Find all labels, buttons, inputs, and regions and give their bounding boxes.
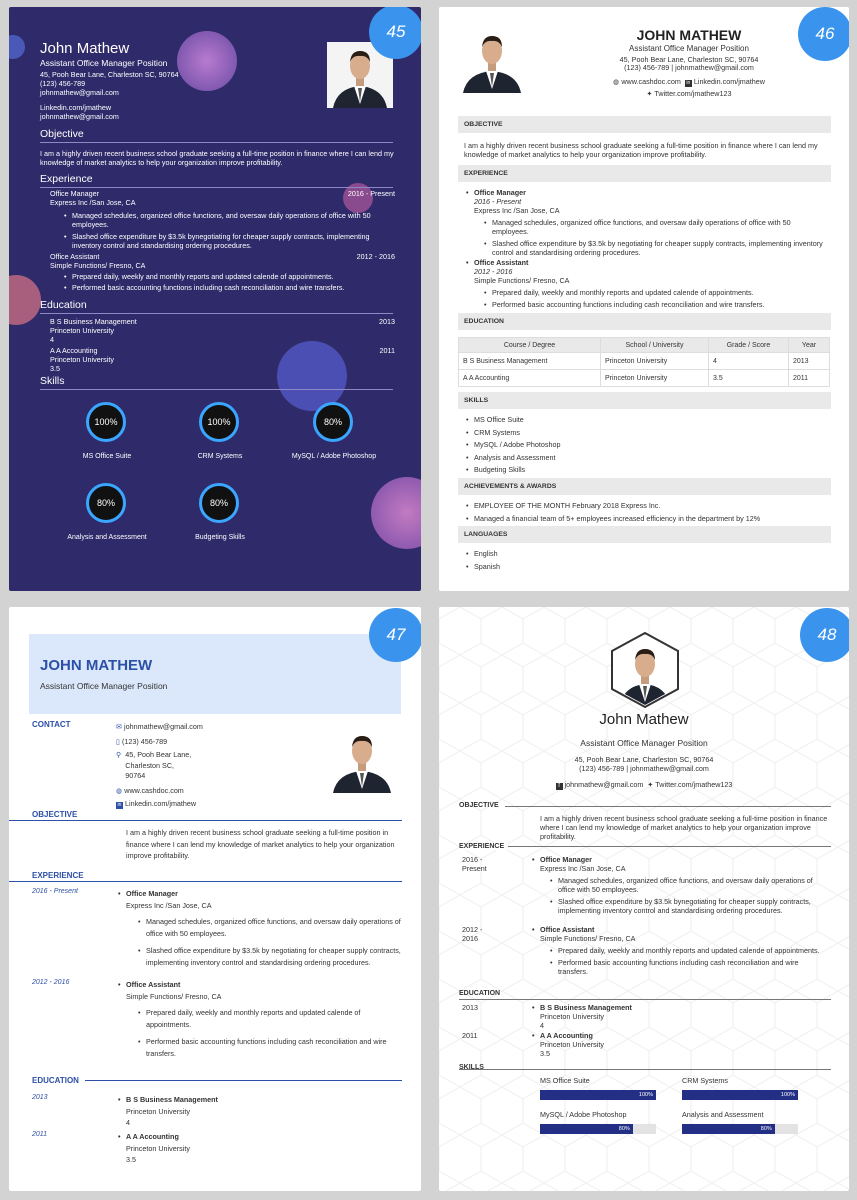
- name-heading: John Mathew: [599, 711, 689, 728]
- profile-photo: [611, 632, 679, 708]
- job-1-title: • Office Manager: [530, 855, 830, 864]
- contact-phone-row: [116, 737, 316, 748]
- edu-1-gpa: 4: [50, 335, 54, 344]
- year-start: 2016 -: [462, 855, 483, 864]
- name-heading: JOHN MATHEW: [636, 27, 742, 43]
- table-cell: 2013: [789, 353, 830, 370]
- decor-bubble: [9, 35, 25, 59]
- skill-bar: [540, 1124, 656, 1134]
- facebook-link[interactable]: johnmathew@gmail.com: [564, 780, 644, 789]
- job-1-years: 2016 - Present: [474, 197, 522, 206]
- language-item: • Spanish: [464, 561, 500, 574]
- resume-template-48[interactable]: [439, 607, 849, 1191]
- awards-heading: ACHIEVEMENTS & AWARDS: [458, 478, 831, 495]
- contact-web-row: [116, 786, 316, 797]
- skill-ring: 80%: [86, 483, 126, 523]
- job-2: [116, 979, 401, 1059]
- job-1-years: 2016 - Present: [347, 189, 395, 198]
- job-2: [464, 258, 829, 309]
- edu-1-gpa: 4: [540, 1021, 544, 1030]
- address: 45, Pooh Bear Lane, Charleston SC, 90764: [574, 755, 714, 764]
- job-2: [530, 925, 830, 976]
- skill-bar-fill: 100%: [540, 1090, 656, 1100]
- template-number-badge: 46: [798, 7, 849, 61]
- edu-2-degree: • A A Accounting: [116, 1131, 190, 1143]
- phone: (123) 456-789: [121, 736, 168, 746]
- skill-label: MySQL / Adobe Photoshop: [540, 1110, 627, 1119]
- table-cell: Princeton University: [601, 370, 709, 387]
- job-1: [40, 189, 395, 250]
- resume-template-46[interactable]: [439, 7, 849, 591]
- bullet: • Performed basic accounting functions including cash reconciliation and wire transfers.: [136, 1036, 401, 1059]
- linkedin-link[interactable]: Linkedin.com/jmathew: [125, 799, 197, 808]
- linkedin-icon: in: [686, 80, 691, 86]
- section-divider: [459, 1069, 831, 1070]
- table-cell: Princeton University: [601, 353, 709, 370]
- skill-bar-fill: 100%: [682, 1090, 798, 1100]
- position-title: Assistant Office Manager Position: [629, 44, 749, 53]
- job-1-years: [462, 855, 487, 873]
- edu-2: [40, 346, 395, 373]
- table-cell: 4: [709, 353, 789, 370]
- job-1-years: 2016 - Present: [32, 888, 78, 895]
- decor-bubble: [9, 275, 41, 325]
- skill-ring: 80%: [199, 483, 239, 523]
- objective-text: I am a highly driven recent business school graduate seeking a full-time position in finance where I can lend my knowledge of market analytics to help your organization improve profitability.: [464, 141, 818, 159]
- header-banner: [29, 634, 401, 714]
- website-link[interactable]: www.cashdoc.com: [124, 785, 184, 795]
- objective-text: I am a highly driven recent business school graduate seeking a full-time position in finance where I can lend my knowledge of market analytics to help your organization improve profitability.: [126, 828, 395, 860]
- job-1-bullets: [40, 211, 395, 250]
- job-2: [40, 252, 395, 292]
- globe-icon: ◍: [116, 785, 123, 795]
- bullet: • Slashed office expenditure by $3.5k by negotiating for cheaper supply contracts, implementing inventory control and standardising ordering procedures.: [136, 945, 401, 968]
- decor-bubble: [371, 477, 421, 549]
- edu-2-gpa: 3.5: [126, 1155, 136, 1164]
- skill-bar: [682, 1124, 798, 1134]
- skill-label: Analysis and Assessment: [67, 534, 147, 541]
- template-number-badge: 47: [369, 608, 421, 662]
- edu-1: [530, 1003, 632, 1030]
- resume-template-47[interactable]: [9, 607, 421, 1191]
- bullet: • Slashed office expenditure by $3.5k bynegotiating for cheaper supply contracts, implementing inventory control and standardising ordering procedures.: [62, 232, 395, 250]
- decor-bubble: [177, 31, 237, 91]
- address-line: 90764: [125, 771, 146, 780]
- column-header: School / University: [601, 338, 709, 353]
- edu-2-school: Princeton University: [50, 355, 114, 364]
- job-1-title: • Office Manager: [116, 888, 401, 900]
- edu-1-year: 2013: [462, 1003, 478, 1012]
- contact: (123) 456-789 | johnmathew@gmail.com: [624, 63, 754, 72]
- contact-block: [116, 722, 316, 810]
- job-1-company: Express Inc /San Jose, CA: [540, 864, 626, 873]
- section-divider: [459, 999, 831, 1000]
- skill-item: • MySQL / Adobe Photoshop: [464, 439, 560, 452]
- year-end: Present: [462, 864, 487, 873]
- job-2-bullets: [530, 946, 830, 976]
- edu-2-degree: • A A Accounting: [530, 1031, 604, 1040]
- skill-item: • Budgeting Skills: [464, 464, 560, 477]
- languages-list: [464, 548, 500, 573]
- job-2-years: [462, 925, 482, 943]
- bullet: • Prepared daily, weekly and monthly reports and updated calende of appointments.: [62, 272, 395, 281]
- edu-1-gpa: 4: [126, 1118, 130, 1127]
- education-heading: EDUCATION: [32, 1076, 79, 1085]
- address: 45, Pooh Bear Lane, Charleston SC, 90764: [40, 70, 179, 79]
- skill-item: • CRM Systems: [464, 427, 560, 440]
- skill-label: CRM Systems: [197, 453, 243, 460]
- position-title: Assistant Office Manager Position: [40, 58, 168, 68]
- experience-heading: EXPERIENCE: [458, 165, 831, 182]
- edu-2-year: 2011: [462, 1031, 478, 1040]
- education-heading: EDUCATION: [458, 313, 831, 330]
- location-pin-icon: ⚲: [116, 750, 122, 759]
- skills-heading: SKILLS: [458, 392, 831, 409]
- job-1-bullets: [116, 916, 401, 968]
- job-2-bullets: [464, 288, 829, 309]
- edu-1-school: Princeton University: [50, 326, 114, 335]
- skill-label: MS Office Suite: [82, 453, 132, 460]
- skills-list: [464, 414, 560, 477]
- job-2-company: Simple Functions/ Fresno, CA: [474, 276, 570, 285]
- job-2-years: 2012 - 2016: [32, 979, 70, 986]
- bullet: • Prepared daily, weekly and monthly reports and updated calende of appointments.: [482, 288, 829, 297]
- table-cell: A A Accounting: [459, 370, 601, 387]
- edu-2-school: Princeton University: [126, 1143, 190, 1153]
- template-number-badge: 48: [800, 608, 849, 662]
- job-1-bullets: [530, 876, 830, 915]
- job-2-title: • Office Assistant: [464, 258, 829, 267]
- languages-heading: LANGUAGES: [458, 526, 831, 543]
- twitter-icon: ✦: [647, 780, 654, 789]
- table-header-row: [459, 338, 830, 353]
- skill-label: MS Office Suite: [540, 1076, 590, 1085]
- objective-heading: Objective: [40, 128, 393, 143]
- table-cell: B S Business Management: [459, 353, 601, 370]
- section-divider: [85, 1080, 402, 1081]
- edu-1: [40, 317, 395, 344]
- column-header: Course / Degree: [459, 338, 601, 353]
- edu-2-gpa: 3.5: [50, 364, 60, 373]
- column-header: Grade / Score: [709, 338, 789, 353]
- section-divider: [459, 846, 831, 847]
- objective-heading: OBJECTIVE: [459, 802, 499, 809]
- table-row: [459, 353, 830, 370]
- position-title: Assistant Office Manager Position: [40, 681, 168, 691]
- job-2-title: • Office Assistant: [116, 979, 401, 991]
- bullet: • Performed basic accounting functions including cash reconciliation and wire transfers.: [62, 283, 395, 292]
- column-header: Year: [789, 338, 830, 353]
- job-2-years: 2012 - 2016: [474, 267, 513, 276]
- experience-heading: EXPERIENCE: [32, 871, 84, 880]
- bullet: • Performed basic accounting functions including cash reconciliation and wire transfers.: [548, 958, 830, 976]
- bullet: • Managed schedules, organized office functions, and oversaw daily operations of office with 50 employees.: [548, 876, 830, 894]
- job-1-bullets: [464, 218, 829, 257]
- edu-2-school: Princeton University: [540, 1040, 604, 1049]
- address: 45, Pooh Bear Lane, Charleston SC, 90764: [619, 55, 759, 64]
- skill-item: • Analysis and Assessment: [464, 452, 560, 465]
- skill-label: Analysis and Assessment: [682, 1110, 764, 1119]
- address-line: 45, Pooh Bear Lane,: [125, 750, 192, 759]
- objective-heading: OBJECTIVE: [32, 810, 78, 819]
- skill-item: • MS Office Suite: [464, 414, 560, 427]
- job-1-company: Express Inc /San Jose, CA: [126, 900, 212, 910]
- bullet: • Slashed office expenditure by $3.5k by negotiating for cheaper supply contracts, implementing inventory control and standardising ordering procedures.: [482, 239, 829, 257]
- edu-1-degree: • B S Business Management: [530, 1003, 632, 1012]
- job-1: [464, 188, 829, 257]
- twitter-link[interactable]: Twitter.com/jmathew123: [654, 89, 732, 98]
- email-secondary: johnmathew@gmail.com: [40, 112, 119, 121]
- contact-heading: CONTACT: [32, 720, 71, 729]
- edu-1-degree: B S Business Management: [50, 317, 137, 326]
- edu-2-gpa: 3.5: [540, 1049, 550, 1058]
- year-start: 2012 -: [462, 925, 483, 934]
- bullet: • Performed basic accounting functions including cash reconciliation and wire transfers.: [482, 300, 829, 309]
- objective-heading: OBJECTIVE: [458, 116, 831, 133]
- job-2-header: [40, 252, 395, 261]
- edu-2-year: 2011: [379, 346, 395, 355]
- contact-linkedin-row: [116, 799, 316, 810]
- education-heading: Education: [40, 299, 393, 314]
- section-divider: [505, 806, 831, 807]
- web-links: [529, 77, 849, 87]
- twitter-icon: ✦: [646, 89, 653, 98]
- award-item: • EMPLOYEE OF THE MONTH February 2018 Express Inc.: [464, 500, 760, 513]
- skill-bar-fill: 80%: [540, 1124, 633, 1134]
- award-item: • Managed a financial team of 5+ employees increased efficiency in the department by 12%: [464, 513, 760, 526]
- bullet: • Managed schedules, organized office functions, and oversaw daily operations of office with 50 employees.: [482, 218, 829, 236]
- section-divider: [9, 820, 402, 821]
- name-heading: JOHN MATHEW: [40, 657, 153, 674]
- experience-heading: EXPERIENCE: [459, 843, 508, 850]
- phone: (123) 456-789: [40, 79, 86, 88]
- job-2-bullets: [116, 1007, 401, 1059]
- bullet: • Managed schedules, organized office functions, and oversaw daily operations of office with 50 employees.: [136, 916, 401, 939]
- globe-icon: ◍: [613, 77, 620, 86]
- edu-1: [116, 1094, 218, 1129]
- objective-text: I am a highly driven recent business school graduate seeking a full-time position in finance where I can lend my knowledge of market analytics to help your organization improve profitability.: [40, 149, 394, 167]
- linkedin: Linkedin.com/jmathew: [40, 103, 112, 112]
- phone-icon: ▯: [116, 736, 120, 746]
- job-1: [530, 855, 830, 915]
- skill-label: CRM Systems: [682, 1076, 728, 1085]
- skill-bar: [682, 1090, 798, 1100]
- skill-label: MySQL / Adobe Photoshop: [291, 453, 377, 460]
- skill-bar: [540, 1090, 656, 1100]
- contact-address-row: [116, 750, 316, 782]
- edu-2-year: 2011: [32, 1131, 48, 1138]
- bullet: • Prepared daily, weekly and monthly reports and updated calende of appointments.: [548, 946, 830, 955]
- job-2-title: Office Assistant: [50, 252, 100, 261]
- edu-2: [530, 1031, 604, 1058]
- name-heading: John Mathew: [40, 40, 130, 57]
- job-1-company: Express Inc /San Jose, CA: [474, 206, 560, 215]
- profile-photo: [461, 29, 523, 93]
- bullet: • Slashed office expenditure by $3.5k bynegotiating for cheaper supply contracts, implementing inventory control and standardising ordering procedures.: [548, 897, 830, 915]
- skill-ring: 80%: [313, 402, 353, 442]
- twitter-link[interactable]: Twitter.com/jmathew123: [655, 780, 733, 789]
- bullet: • Managed schedules, organized office functions, and oversaw daily operations of office with 50 employees.: [62, 211, 395, 229]
- objective-text: I am a highly driven recent business school graduate seeking a full-time position in finance where I can lend my knowledge of market analytics to help your organization improve profitability.: [540, 814, 828, 841]
- experience-heading: Experience: [40, 173, 393, 188]
- template-number-badge: 45: [369, 7, 421, 59]
- address-line: Charleston SC,: [125, 760, 175, 770]
- skill-ring: 100%: [86, 402, 126, 442]
- edu-2-degree: A A Accounting: [50, 346, 98, 355]
- table-cell: 2011: [789, 370, 830, 387]
- awards-list: [464, 500, 760, 525]
- edu-1-school: Princeton University: [540, 1012, 604, 1021]
- job-2-company: Simple Functions/ Fresno, CA: [126, 991, 222, 1001]
- linkedin-icon: in: [117, 802, 122, 808]
- job-2-years: 2012 - 2016: [356, 252, 395, 261]
- section-divider: [9, 881, 402, 882]
- position-title: Assistant Office Manager Position: [580, 738, 708, 748]
- job-2-bullets: [40, 272, 395, 292]
- skills-heading: Skills: [40, 375, 393, 390]
- skill-bar-fill: 80%: [682, 1124, 775, 1134]
- edu-2: [116, 1131, 190, 1166]
- education-heading: EDUCATION: [459, 990, 501, 997]
- language-item: • English: [464, 548, 500, 561]
- job-1-title: Office Manager: [50, 189, 100, 198]
- facebook-icon: f: [556, 783, 563, 790]
- email: johnmathew@gmail.com: [40, 88, 119, 97]
- edu-1-degree: • B S Business Management: [116, 1094, 218, 1106]
- contact: (123) 456-789 | johnmathew@gmail.com: [579, 764, 709, 773]
- resume-template-45[interactable]: [9, 7, 421, 591]
- edu-1-school: Princeton University: [126, 1106, 190, 1116]
- bullet: • Prepared daily, weekly and monthly reports and updated calende of appointments.: [136, 1007, 401, 1030]
- year-end: 2016: [462, 934, 478, 943]
- social-row: [439, 780, 849, 790]
- skill-label: Budgeting Skills: [195, 534, 245, 541]
- table-row: [459, 370, 830, 387]
- job-1-title: • Office Manager: [464, 188, 829, 197]
- table-cell: 3.5: [709, 370, 789, 387]
- edu-1-year: 2013: [32, 1094, 48, 1101]
- mail-icon: ✉: [116, 722, 123, 731]
- edu-1-year: 2013: [379, 317, 395, 326]
- education-table: [458, 337, 830, 387]
- profile-photo: [329, 727, 395, 793]
- job-2-title: • Office Assistant: [530, 925, 830, 934]
- email[interactable]: johnmathew@gmail.com: [124, 722, 203, 731]
- job-2-company: Simple Functions/ Fresno, CA: [50, 261, 146, 270]
- linkedin-link[interactable]: Linkedin.com/jmathew: [693, 77, 765, 86]
- job-1: [116, 888, 401, 968]
- contact-email-row: [116, 722, 316, 733]
- skill-ring: 100%: [199, 402, 239, 442]
- website-link[interactable]: www.cashdoc.com: [621, 77, 681, 86]
- skills-heading: SKILLS: [459, 1064, 484, 1071]
- job-2-company: Simple Functions/ Fresno, CA: [540, 934, 636, 943]
- job-1-header: [40, 189, 395, 198]
- job-1-company: Express Inc /San Jose, CA: [50, 198, 136, 207]
- twitter-row: [529, 89, 849, 98]
